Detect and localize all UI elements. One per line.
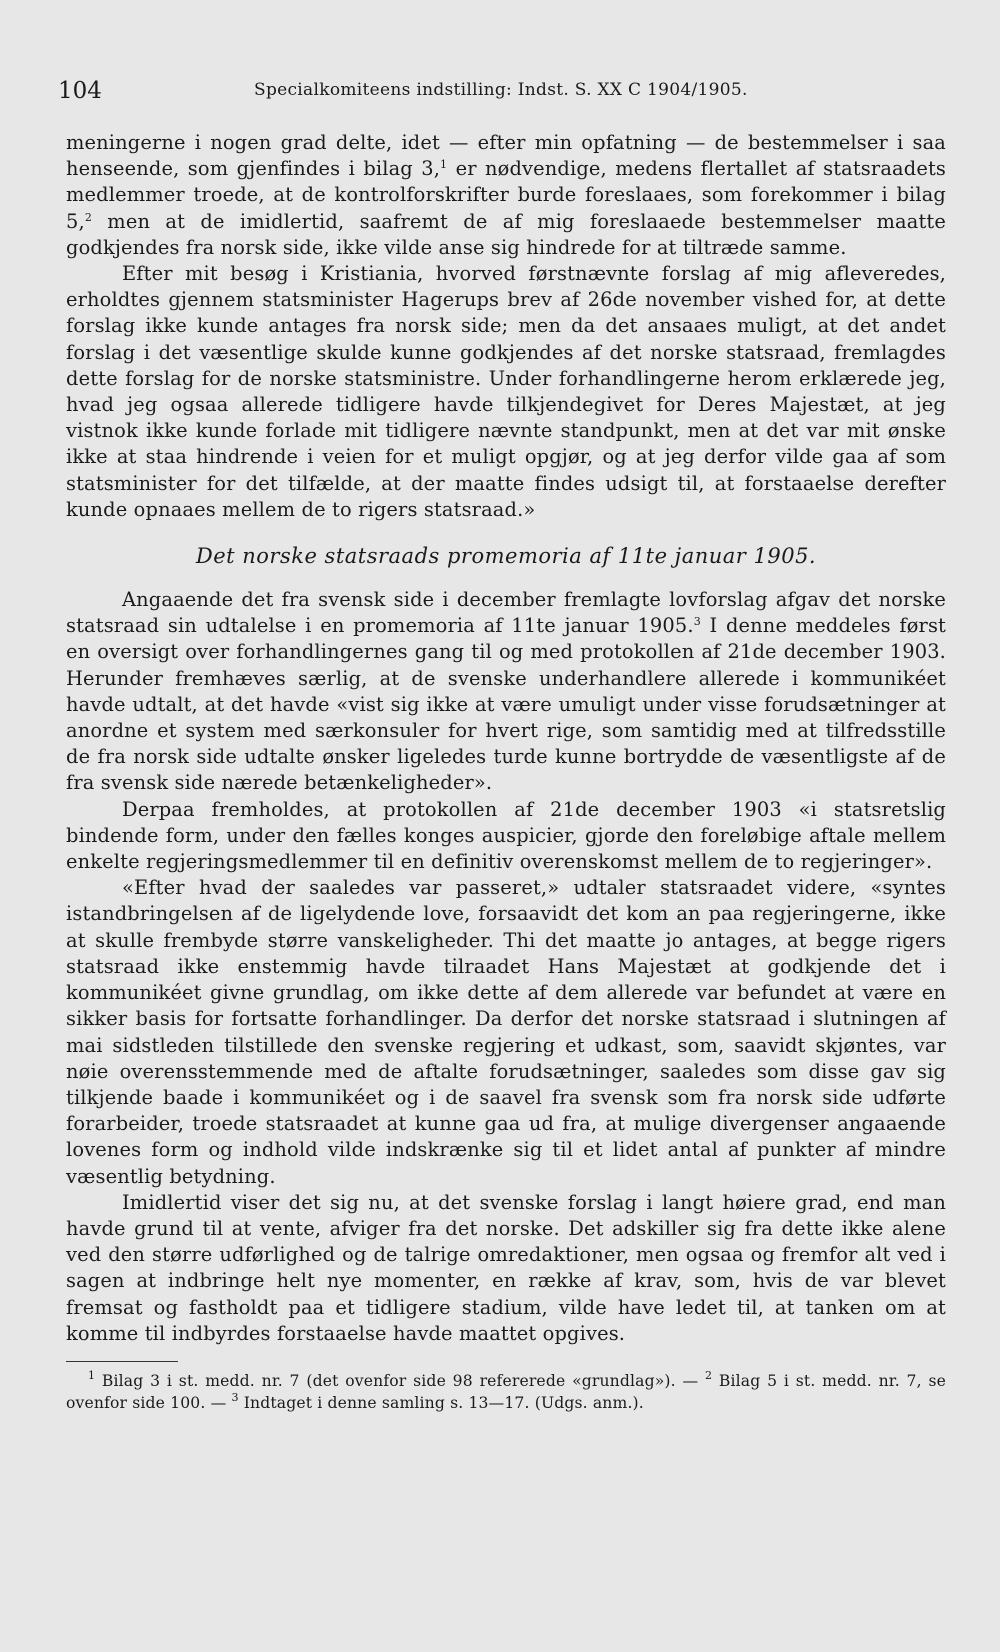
footnote-marker: 2 bbox=[84, 210, 92, 224]
page-number: 104 bbox=[58, 78, 102, 104]
paragraph bbox=[66, 130, 946, 261]
text-run: Bilag 5 i st. medd. nr. 7, se ovenfor side 100. — bbox=[66, 1371, 946, 1412]
text-run: er nødvendige, medens flertallet af statsraadets medlemmer troede, at de kontrolforskrifter burde foreslaaes, som forekommer i bilag 5, bbox=[66, 157, 946, 233]
text-run: I denne meddeles først en oversigt over forhandlingernes gang til og med protokollen af 21de december 1903. Herunder fremhæves særlig, at de svenske underhandlere allerede i kommunikéet havde udtalt, at det havde «vist sig ikke at være umuligt under visse forudsætninger at anordne et system med særkonsuler for hvert rige, som samtidig med at tilfredsstille de fra norsk side udtalte ønsker ligeledes turde kunne bortrydde de væsentligste af de fra svensk side nærede betænkeligheder». bbox=[66, 614, 946, 795]
text-run: Derpaa fremholdes, at protokollen af 21de december 1903 «i statsretslig bindende form, under den fælles konges auspicier, gjorde den foreløbige aftale mellem enkelte regjeringsmedlemmer til en definitiv overenskomst mellem de to regjeringer». bbox=[66, 797, 946, 874]
paragraph bbox=[66, 587, 946, 797]
text-run: men at de imidlertid, saafremt de af mig foreslaaede bestemmelser maatte godkjendes fra norsk side, ikke vilde anse sig hindrede for at tiltræde samme. bbox=[66, 209, 946, 259]
footnote bbox=[66, 1370, 946, 1414]
paragraph bbox=[66, 1190, 946, 1347]
paragraph bbox=[66, 875, 946, 1189]
text-run: Imidlertid viser det sig nu, at det svenske forslag i langt høiere grad, end man havde grund til at vente, afviger fra det norske. Det adskiller sig fra dette ikke alene ved den større udførlighed og de talrige omredaktioner, men ogsaa og fremfor alt ved i sagen at indbringe helt nye momenter, en række af krav, som, hvis de var blevet fremsat og fastholdt paa et tidligere stadium, vilde have ledet til, at tanken om at komme til indbyrdes forstaaelse havde maattet opgives. bbox=[66, 1190, 946, 1345]
footnotes bbox=[66, 1370, 946, 1414]
text-run: Angaaende det fra svensk side i december fremlagte lovforslag afgav det norske statsraad sin udtalelse i en promemoria af 11te januar 1905. bbox=[66, 588, 946, 638]
running-head: Specialkomiteens indstilling: Indst. S. XX C 1904/1905. bbox=[254, 80, 748, 100]
page-header bbox=[58, 78, 960, 108]
body-text-bottom bbox=[66, 587, 946, 1347]
text-run: Bilag 3 i st. medd. nr. 7 (det ovenfor side 98 refererede «grundlag»). — bbox=[95, 1371, 705, 1390]
text-run: meningerne i nogen grad delte, idet — efter min opfatning — de bestemmelser i saa henseende, som gjenfindes i bilag 3, bbox=[66, 131, 946, 181]
body-text-top bbox=[66, 130, 946, 523]
text-run: «Efter hvad der saaledes var passeret,» udtaler statsraadet videre, «syntes istandbringelsen af de ligelydende love, forsaavidt det kom an paa regjeringerne, ikke at skulle frembyde større vanskeligheder. Thi det maatte jo antages, at begge rigers statsraad ikke enstemmig havde tilraadet Hans Majestæt at godkjende det i kommunikéet givne grundlag, om ikke dette af dem allerede var befundet at være en sikker basis for fortsatte forhandlinger. Da derfor det norske statsraad i slutningen af mai sidstleden tilstillede den svenske regjering et udkast, som, saavidt skjøntes, var nøie overensstemmende med de aftalte forudsætninger, saaledes som disse gav sig tilkjende baade i kommunikéet og i de saavel fra svensk som fra norsk side udførte forarbeider, troede statsraadet at kunne gaa ud fra, at mulige divergenser angaaende lovenes form og indhold vilde indskrænke sig til et lidet antal af punkter af mindre væsentlig betydning. bbox=[66, 876, 946, 1188]
footnote-marker: 1 bbox=[440, 158, 448, 172]
footnote-marker: 1 bbox=[88, 1368, 96, 1382]
footnote-marker: 3 bbox=[693, 615, 701, 629]
footnote-marker: 3 bbox=[231, 1390, 239, 1404]
footnote-divider bbox=[66, 1361, 178, 1362]
section-title: Det norske statsraads promemoria af 11te januar 1905. bbox=[195, 544, 817, 569]
text-run: Indtaget i denne samling s. 13—17. (Udgs. anm.). bbox=[238, 1393, 644, 1412]
footnote-marker: 2 bbox=[704, 1368, 713, 1382]
text-run: Efter mit besøg i Kristiania, hvorved førstnævnte forslag af mig afleveredes, erholdtes gjennem statsminister Hagerups brev af 26de november vished for, at dette forslag ikke kunde antages fra norsk side; men da det ansaaes muligt, at det andet forslag i det væsentlige skulde kunne godkjendes af det norske statsraad, fremlagdes dette forslag for de norske statsministre. Under forhandlingerne herom erklærede jeg, hvad jeg ogsaa allerede tidligere havde tilkjendegivet for Deres Majestæt, at jeg vistnok ikke kunde forlade mit tidligere nævnte standpunkt, men at det var mit ønske ikke at staa hindrende i veien for et muligt opgjør, og at jeg derfor vilde gaa af som statsminister for det tilfælde, at der maatte findes udsigt til, at forstaaelse derefter kunde opnaaes mellem de to rigers statsraad.» bbox=[66, 262, 946, 521]
paragraph bbox=[66, 261, 946, 523]
paragraph bbox=[66, 797, 946, 876]
page-body bbox=[66, 130, 946, 1414]
